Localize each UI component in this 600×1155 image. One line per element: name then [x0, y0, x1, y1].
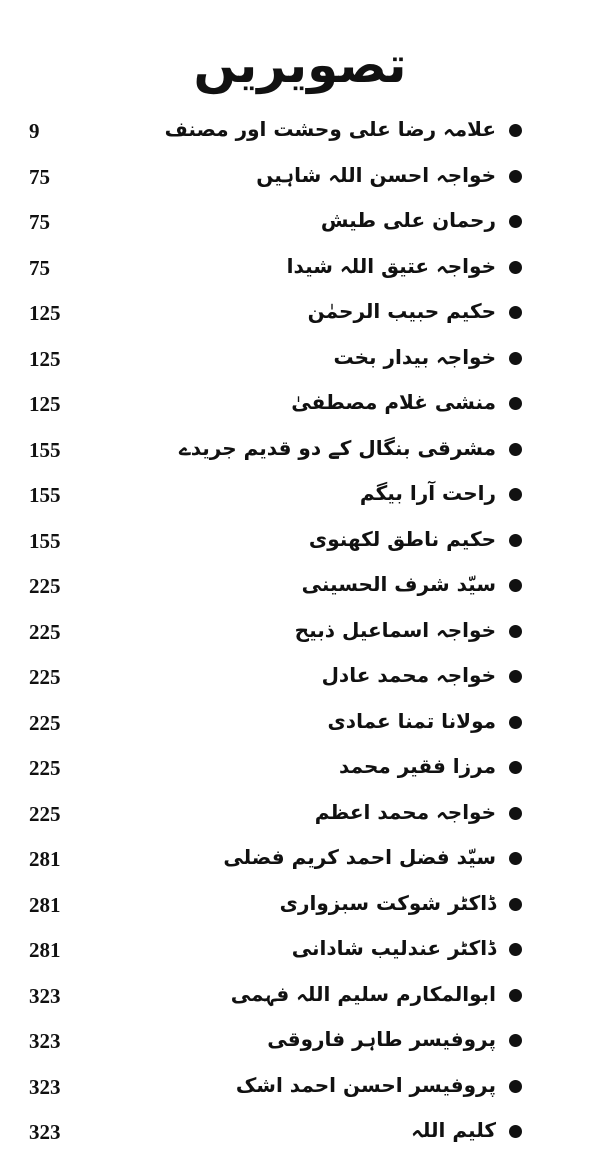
list-item [0, 654, 600, 700]
bullet-icon [509, 1125, 522, 1138]
bullet-icon [509, 397, 522, 410]
entry-page-number: 281 [29, 938, 61, 962]
entry-page-number: 323 [29, 1029, 61, 1053]
entry-page-number: 323 [29, 983, 61, 1008]
bullet-icon [509, 306, 522, 319]
bullet-icon [509, 898, 522, 911]
entry-name: سیّد فضل احمد کریم فضلی [223, 845, 496, 869]
entry-page-number: 225 [29, 710, 61, 735]
list-item [0, 563, 600, 609]
list-item [0, 791, 600, 837]
bullet-icon [509, 670, 522, 683]
entry-page-number: 225 [29, 665, 61, 689]
bullet-icon [509, 1080, 522, 1093]
entry-page-number: 75 [29, 210, 50, 234]
entry-name: ابوالمکارم سلیم اللہ فہمی [230, 981, 496, 1006]
entry-page-number: 323 [29, 1120, 61, 1144]
list-item [0, 1064, 600, 1110]
bullet-icon [509, 534, 522, 547]
list-item [0, 973, 600, 1019]
entry-name: خواجہ احسن اللہ شاہیں [256, 162, 496, 187]
illustrations-list [0, 108, 600, 1155]
entry-page-number: 75 [29, 255, 50, 280]
bullet-icon [509, 579, 522, 592]
bullet-icon [509, 215, 522, 228]
entry-page-number: 75 [29, 164, 50, 189]
entry-name: خواجہ محمد عادل [321, 663, 496, 687]
entry-name: خواجہ اسماعیل ذبیح [294, 617, 496, 642]
list-item [0, 1018, 600, 1064]
list-item [0, 245, 600, 291]
entry-page-number: 281 [29, 892, 61, 917]
list-item [0, 1109, 600, 1155]
bullet-icon [509, 989, 522, 1002]
entry-page-number: 281 [29, 847, 61, 871]
bullet-icon [509, 943, 522, 956]
bullet-icon [509, 124, 522, 137]
entry-page-number: 155 [29, 528, 61, 553]
list-item [0, 609, 600, 655]
entry-name: منشی غلام مصطفیٰ [291, 390, 496, 414]
entry-name: کلیم اللہ [411, 1118, 496, 1142]
entry-page-number: 225 [29, 574, 61, 598]
entry-name: مولانا تمنا عمادی [327, 708, 496, 733]
list-item [0, 882, 600, 928]
bullet-icon [509, 625, 522, 638]
list-item [0, 381, 600, 427]
entry-page-number: 225 [29, 756, 61, 780]
entry-name: خواجہ عتیق اللہ شیدا [286, 253, 496, 278]
entry-page-number: 125 [29, 392, 61, 416]
bullet-icon [509, 852, 522, 865]
bullet-icon [509, 170, 522, 183]
entry-name: خواجہ محمد اعظم [314, 799, 496, 824]
list-item [0, 836, 600, 882]
bullet-icon [509, 761, 522, 774]
entry-name: ڈاکٹر عندلیب شادانی [291, 936, 496, 960]
list-item [0, 199, 600, 245]
entry-page-number: 155 [29, 483, 61, 507]
entry-name: رحمان علی طیش [320, 208, 496, 232]
bullet-icon [509, 261, 522, 274]
entry-name: ڈاکٹر شوکت سبزواری [279, 890, 496, 915]
entry-name: پروفیسر احسن احمد اشک [235, 1072, 496, 1097]
list-item [0, 745, 600, 791]
list-item [0, 700, 600, 746]
bullet-icon [509, 443, 522, 456]
entry-name: حکیم ناطق لکھنوی [308, 526, 496, 551]
entry-page-number: 125 [29, 346, 61, 371]
entry-name: مرزا فقیر محمد [339, 754, 496, 778]
bullet-icon [509, 352, 522, 365]
list-item [0, 927, 600, 973]
list-item [0, 290, 600, 336]
entry-page-number: 225 [29, 801, 61, 826]
entry-page-number: 323 [29, 1074, 61, 1099]
bullet-icon [509, 1034, 522, 1047]
bullet-icon [509, 488, 522, 501]
bullet-icon [509, 807, 522, 820]
entry-name: سیّد شرف الحسینی [301, 572, 496, 596]
entry-page-number: 225 [29, 619, 61, 644]
list-item [0, 154, 600, 200]
bullet-icon [509, 716, 522, 729]
list-item [0, 108, 600, 154]
list-item [0, 427, 600, 473]
list-item [0, 336, 600, 382]
entry-page-number: 9 [29, 119, 40, 143]
entry-page-number: 155 [29, 437, 61, 462]
page-title: تصویریں [193, 36, 407, 94]
entry-name: پروفیسر طاہر فاروقی [267, 1027, 496, 1051]
list-item [0, 472, 600, 518]
entry-name: خواجہ بیدار بخت [333, 344, 496, 369]
entry-name: راحت آرا بیگم [359, 481, 496, 505]
entry-name: حکیم حبیب الرحمٰن [307, 299, 496, 323]
entry-name: مشرقی بنگال کے دو قدیم جریدے [178, 435, 496, 460]
entry-name: علامہ رضا علی وحشت اور مصنف [164, 117, 496, 141]
entry-page-number: 125 [29, 301, 61, 325]
list-item [0, 518, 600, 564]
